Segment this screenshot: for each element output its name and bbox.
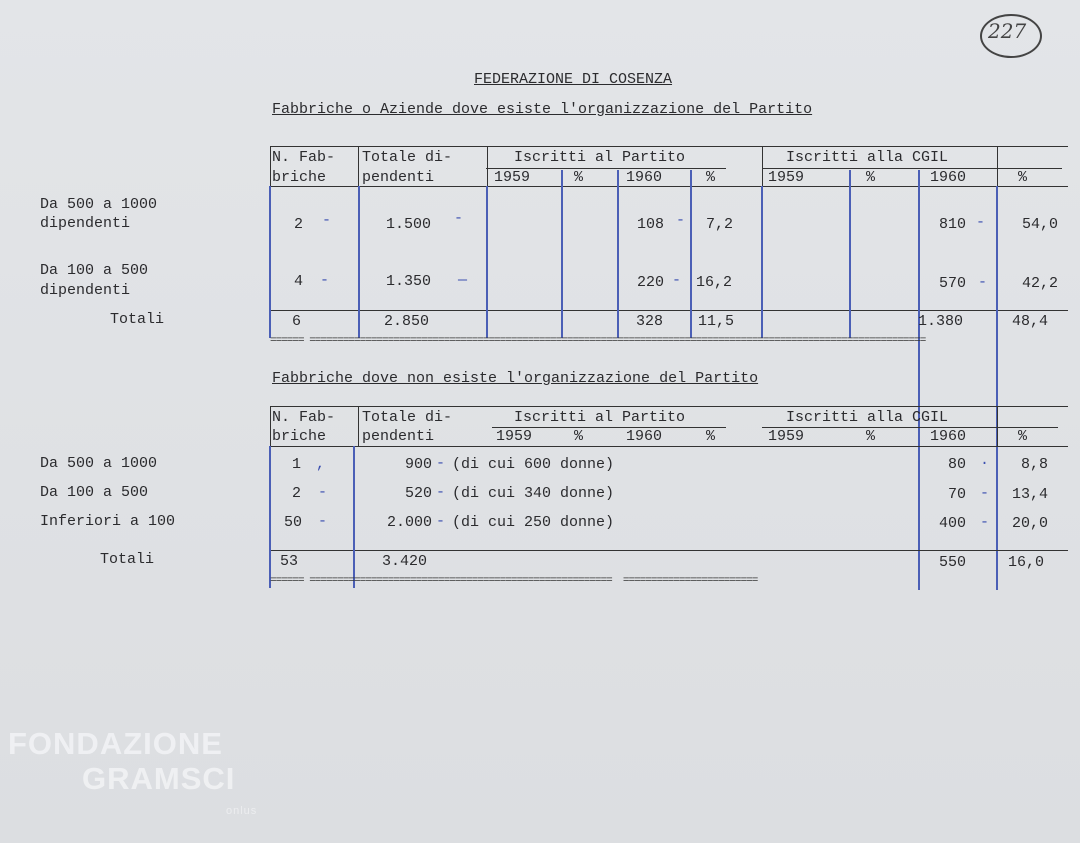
page-number: 227 <box>988 19 1027 43</box>
cell-cgil-1960: 400 <box>938 515 966 532</box>
header-1960-cgil: 1960 <box>930 169 967 186</box>
cell-note: (di cui 250 donne) <box>452 514 615 531</box>
header-1959-partito: 1959 <box>494 169 531 186</box>
cell-cgil-1960: 570 <box>938 275 966 292</box>
cell-cgil-1960-pct: 42,2 <box>1021 275 1058 292</box>
total-cgil-1960-pct: 48,4 <box>1012 313 1049 330</box>
total-dipendenti: 2.850 <box>384 313 430 330</box>
cell-note: (di cui 340 donne) <box>452 485 615 502</box>
header-1960-partito: 1960 <box>626 428 663 445</box>
section-title-1: Fabbriche o Aziende dove esiste l'organizzazione del Partito <box>272 101 813 118</box>
total-cgil-1960: 1.380 <box>918 313 964 330</box>
cell-n-fab: 2 <box>292 485 302 502</box>
cell-partito-1960: 220 <box>636 274 664 291</box>
total-partito-1960: 328 <box>636 313 664 330</box>
row-label: Inferiori a 100 <box>40 513 176 530</box>
header-iscritti-partito: Iscritti al Partito <box>514 149 686 166</box>
row-label: Da 500 a 1000 <box>40 196 158 213</box>
cell-n-fab: 1 <box>292 456 302 473</box>
header-briche: briche <box>272 428 327 445</box>
header-pct-partito-1959: % <box>574 169 584 186</box>
row-label: dipendenti <box>40 215 131 232</box>
total-partito-1960-pct: 11,5 <box>698 313 735 330</box>
header-totale: Totale di- <box>362 149 453 166</box>
header-n-fab: N. Fab- <box>272 149 336 166</box>
cell-cgil-1960-pct: 13,4 <box>1011 486 1048 503</box>
cell-cgil-1960-pct: 20,0 <box>1011 515 1048 532</box>
total-n-fab: 6 <box>292 313 302 330</box>
cell-dipendenti: 520 <box>404 485 432 502</box>
cell-cgil-1960-pct: 54,0 <box>1021 216 1058 233</box>
header-1959-partito: 1959 <box>496 428 533 445</box>
header-n-fab: N. Fab- <box>272 409 336 426</box>
total-n-fab: 53 <box>280 553 299 570</box>
cell-n-fab: 4 <box>294 273 304 290</box>
header-pct-partito-1959: % <box>574 428 584 445</box>
header-iscritti-cgil: Iscritti alla CGIL <box>786 409 949 426</box>
total-cgil-1960: 550 <box>938 554 966 571</box>
header-pendenti: pendenti <box>362 169 435 186</box>
cell-dipendenti: 900 <box>404 456 432 473</box>
total-dipendenti: 3.420 <box>382 553 428 570</box>
header-1960-partito: 1960 <box>626 169 663 186</box>
header-totale: Totale di- <box>362 409 453 426</box>
cell-cgil-1960: 80 <box>947 456 966 473</box>
totals-label: Totali <box>110 311 165 328</box>
cell-partito-1960-pct: 16,2 <box>696 274 733 291</box>
cell-note: (di cui 600 donne) <box>452 456 615 473</box>
row-label: Da 100 a 500 <box>40 484 149 501</box>
cell-partito-1960-pct: 7,2 <box>706 216 734 233</box>
totals-label: Totali <box>100 551 155 568</box>
cell-dipendenti: 1.500 <box>386 216 432 233</box>
double-rule: ====== ============================================================================================================== <box>270 336 926 347</box>
row-label: Da 100 a 500 <box>40 262 149 279</box>
section-title-2: Fabbriche dove non esiste l'organizzazione del Partito <box>272 370 759 387</box>
header-briche: briche <box>272 169 327 186</box>
header-1959-cgil: 1959 <box>768 169 805 186</box>
row-label: dipendenti <box>40 282 131 299</box>
cell-dipendenti: 1.350 <box>386 273 432 290</box>
header-pct-partito-1960: % <box>706 428 716 445</box>
header-pct-cgil-1960: % <box>1018 428 1028 445</box>
header-pendenti: pendenti <box>362 428 435 445</box>
double-rule: ====== ====================================================== ======================== <box>270 576 758 587</box>
watermark-line1: FONDAZIONE <box>8 726 223 761</box>
cell-cgil-1960-pct: 8,8 <box>1020 456 1048 473</box>
page-title: FEDERAZIONE DI COSENZA <box>474 71 673 88</box>
header-pct-cgil-1960: % <box>1018 169 1028 186</box>
watermark-line3: onlus <box>226 805 258 817</box>
cell-n-fab: 2 <box>294 216 304 233</box>
cell-dipendenti: 2.000 <box>386 514 432 531</box>
cell-cgil-1960: 70 <box>947 486 966 503</box>
document-page: 227 FEDERAZIONE DI COSENZA Fabbriche o Aziende dove esiste l'organizzazione del Partito N. Fab- briche Totale di- pendenti Iscritti al Partito Iscritti alla CGIL 1959 % 1960 % 1959 % 1960 % Da 500 a 1000 dipendenti 2 - 1.500 - 108 - 7,2 810 - 54,0 Da 100 a 500 dipendenti 4 - 1.350 — 220 - 16,2 570 - 42,2 Totali 6 2.850 328 11,5 1.380 48,4 ====== ============================================================================================================== Fabbriche dove non esiste l'organizzazione del Partito N. Fab- briche Totale di- pendenti Iscritti al Partito Iscritti alla CGIL 1959 % 1960 % 1959 % 1960 % Da 500 a 1000 1 , 900 - (di cui 600 donne) 80 · 8,8 Da 100 a 500 2 - 520 - (di cui 340 donne) 70 - 13,4 Inferiori a 100 50 - 2.000 - (di cui 250 donne) 400 - 20,0 Totali 53 3.420 550 16,0 ====== ====================================================== ======================== FONDAZIONE GRAMSCI onlus <box>0 0 1080 843</box>
total-cgil-1960-pct: 16,0 <box>1008 554 1045 571</box>
header-iscritti-cgil: Iscritti alla CGIL <box>786 149 949 166</box>
row-label: Da 500 a 1000 <box>40 455 158 472</box>
watermark-line2: GRAMSCI <box>82 761 236 796</box>
cell-n-fab: 50 <box>284 514 303 531</box>
header-1960-cgil: 1960 <box>930 428 967 445</box>
header-pct-cgil-1959: % <box>866 169 876 186</box>
header-pct-partito-1960: % <box>706 169 716 186</box>
header-pct-cgil-1959: % <box>866 428 876 445</box>
header-iscritti-partito: Iscritti al Partito <box>514 409 686 426</box>
header-1959-cgil: 1959 <box>768 428 805 445</box>
cell-cgil-1960: 810 <box>938 216 966 233</box>
cell-partito-1960: 108 <box>636 216 664 233</box>
